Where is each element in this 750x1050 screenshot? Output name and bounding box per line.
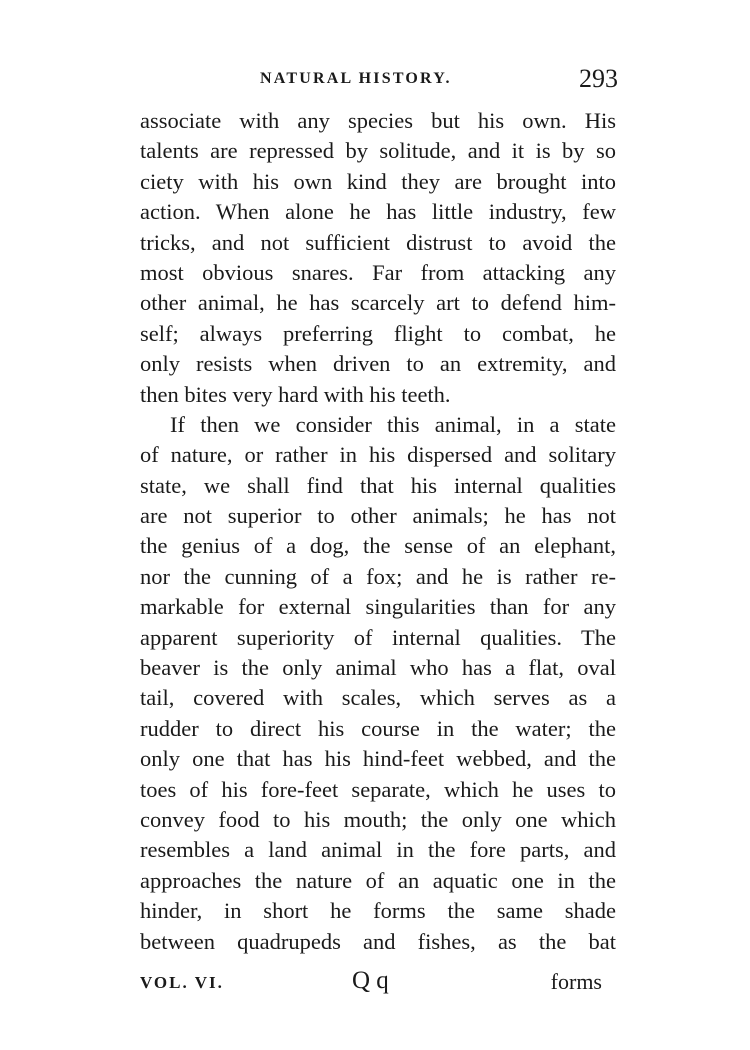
- catchword: forms: [550, 969, 602, 994]
- text-line: nor the cunning of a fox; and he is rather re-: [140, 563, 616, 589]
- text-line: beaver is the only animal who has a flat, oval: [140, 655, 616, 681]
- text-line: the genius of a dog, the sense of an elephant,: [140, 533, 616, 559]
- text-line: markable for external singularities than for any: [140, 594, 616, 620]
- text-line: toes of his fore-feet separate, which he uses to: [140, 776, 616, 802]
- signature-mark: Q q: [352, 967, 389, 994]
- text-line: associate with any species but his own. His: [140, 108, 616, 133]
- text-line: are not superior to other animals; he has not: [140, 503, 616, 529]
- text-line: action. When alone he has little industry, few: [140, 199, 616, 225]
- volume-signature: VOL. VI.: [140, 973, 224, 992]
- text-line: apparent superiority of internal qualities. The: [140, 624, 616, 650]
- text-line: only one that has his hind-feet webbed, and the: [140, 746, 616, 772]
- running-title: NATURAL HISTORY.: [260, 70, 452, 87]
- page-footer: [140, 967, 602, 1001]
- text-line: approaches the nature of an aquatic one in the: [140, 867, 616, 893]
- text-line: self; always preferring flight to combat, he: [140, 320, 616, 346]
- text-line: only resists when driven to an extremity, and: [140, 351, 616, 377]
- text-line: convey food to his mouth; the only one which: [140, 806, 616, 832]
- text-line: of nature, or rather in his dispersed and solitary: [140, 442, 616, 468]
- text-line: between quadrupeds and fishes, as the bat: [140, 928, 616, 954]
- page-number: 293: [579, 64, 618, 93]
- text-line: state, we shall find that his internal qualities: [140, 472, 616, 498]
- text-line: tricks, and not sufficient distrust to avoid the: [140, 229, 616, 255]
- text-line: talents are repressed by solitude, and it is by so: [140, 138, 616, 164]
- text-line: tail, covered with scales, which serves as a: [140, 685, 616, 711]
- text-line: If then we consider this animal, in a state: [170, 411, 616, 437]
- text-line: most obvious snares. Far from attacking any: [140, 259, 616, 285]
- text-line: rudder to direct his course in the water; the: [140, 715, 616, 741]
- text-line: resembles a land animal in the fore parts, and: [140, 837, 616, 863]
- text-line: hinder, in short he forms the same shade: [140, 898, 616, 924]
- running-head: [248, 64, 618, 96]
- text-line: then bites very hard with his teeth.: [140, 381, 451, 407]
- body-text: [140, 106, 616, 957]
- text-line: ciety with his own kind they are brought into: [140, 168, 616, 194]
- text-line: other animal, he has scarcely art to defend him-: [140, 290, 616, 316]
